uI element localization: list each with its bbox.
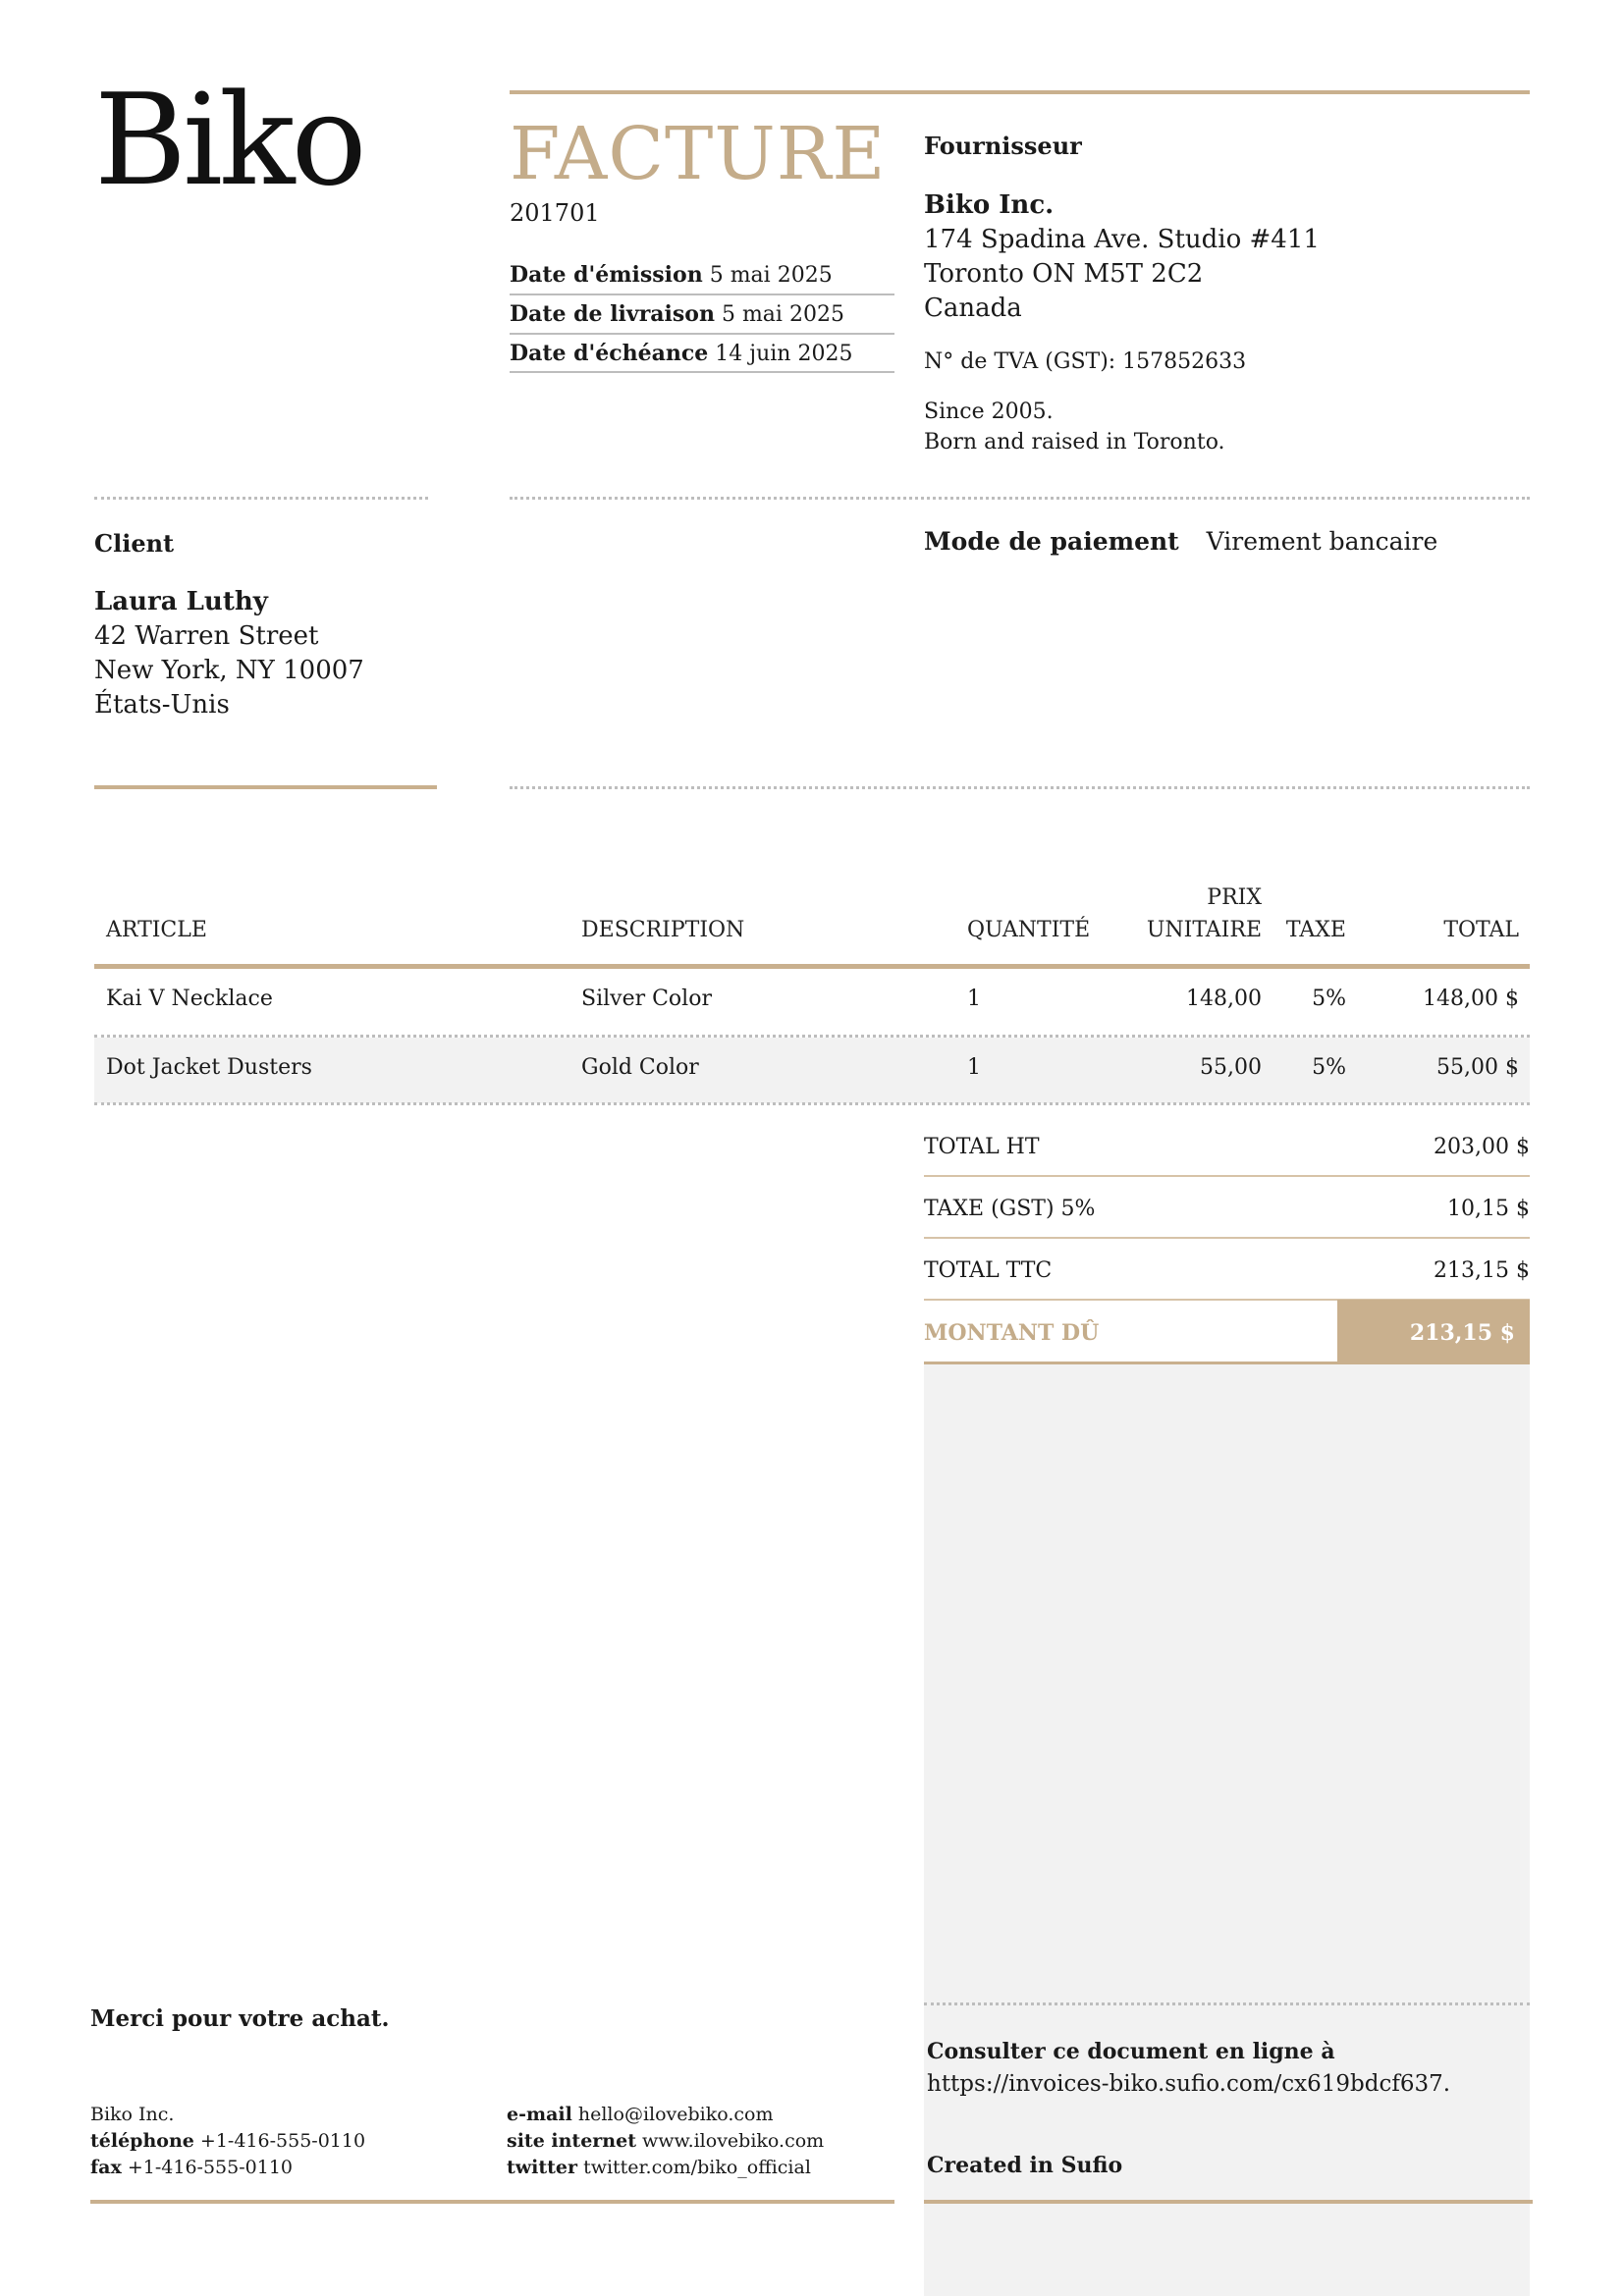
delivery-date-value: 5 mai 2025 (721, 302, 844, 327)
col-header-total: TOTAL (1443, 918, 1519, 942)
email-value[interactable]: hello@ilovebiko.com (577, 2104, 774, 2125)
twitter-value[interactable]: twitter.com/biko_official (583, 2157, 811, 2178)
website-value[interactable]: www.ilovebiko.com (642, 2130, 825, 2152)
section-divider (94, 497, 428, 500)
col-header-tax: TAXE (1285, 918, 1346, 942)
supplier-note (924, 397, 1225, 457)
cell-unit-price: 55,00 (1200, 1055, 1262, 1080)
client-heading: Client (94, 529, 175, 558)
col-header-unit-price: UNITAIRE (1146, 918, 1262, 942)
due-date-label: Date d'échéance (510, 341, 709, 366)
footer-company: Biko Inc. (90, 2104, 175, 2125)
supplier-note-line: Born and raised in Toronto. (924, 430, 1225, 454)
supplier-heading: Fournisseur (924, 132, 1082, 160)
email-label: e-mail (507, 2104, 572, 2125)
phone-value: +1-416-555-0110 (199, 2130, 366, 2152)
cell-tax: 5% (1312, 1055, 1346, 1080)
header-rule (510, 90, 1530, 94)
due-date (510, 343, 894, 365)
cell-quantity: 1 (967, 987, 981, 1011)
footer-online (507, 2102, 824, 2181)
date-divider (510, 371, 894, 373)
payment-method (924, 527, 1437, 556)
date-divider (510, 294, 894, 295)
online-url[interactable]: https://invoices-biko.sufio.com/cx619bdcf637. (927, 2071, 1451, 2097)
subtotal-value: 203,00 $ (1434, 1135, 1530, 1159)
cell-quantity: 1 (967, 1055, 981, 1080)
online-heading-text: Consulter ce document en ligne à (927, 2039, 1335, 2064)
issue-date-value: 5 mai 2025 (709, 263, 833, 288)
client-address-line: 42 Warren Street (94, 621, 319, 651)
client-address-line: États-Unis (94, 690, 230, 720)
cell-article: Kai V Necklace (106, 987, 273, 1011)
cell-total: 148,00 $ (1423, 987, 1519, 1011)
footer-phone (90, 2128, 365, 2155)
client-address-line: New York, NY 10007 (94, 656, 364, 685)
document-title: FACTURE (510, 112, 887, 196)
cell-unit-price: 148,00 (1186, 987, 1262, 1011)
footer-website (507, 2128, 824, 2155)
date-divider (510, 333, 894, 335)
total-value: 213,15 $ (1434, 1258, 1530, 1283)
fax-value: +1-416-555-0110 (127, 2157, 294, 2178)
created-in: Created in Sufio (927, 2153, 1123, 2178)
supplier-address-line: Canada (924, 294, 1022, 323)
payment-label: Mode de paiement (924, 527, 1179, 556)
supplier-block (924, 188, 1513, 326)
section-divider (510, 786, 1530, 789)
supplier-address-line: Toronto ON M5T 2C2 (924, 259, 1204, 289)
panel-divider (924, 2002, 1530, 2005)
footer-twitter (507, 2155, 824, 2181)
summary-divider (924, 1175, 1530, 1177)
payment-value: Virement bancaire (1206, 527, 1438, 556)
issue-date-label: Date d'émission (510, 262, 703, 288)
table-header-rule (94, 964, 1530, 969)
client-block (94, 585, 487, 722)
cell-article: Dot Jacket Dusters (106, 1055, 312, 1080)
client-name: Laura Luthy (94, 587, 268, 616)
col-header-unit-price: PRIX (1207, 885, 1262, 910)
cell-description: Silver Color (581, 987, 712, 1011)
summary-divider (924, 1237, 1530, 1239)
panel-rule (924, 2200, 1533, 2204)
subtotal-label: TOTAL HT (924, 1135, 1040, 1159)
issue-date (510, 264, 894, 287)
tax-value: 10,15 $ (1447, 1197, 1530, 1221)
cell-description: Gold Color (581, 1055, 699, 1080)
footer-email (507, 2102, 824, 2128)
fax-label: fax (90, 2157, 122, 2178)
footer-contact (90, 2102, 365, 2181)
total-label: TOTAL TTC (924, 1258, 1053, 1283)
invoice-number: 201701 (510, 199, 600, 227)
row-divider (94, 1035, 1530, 1038)
phone-label: téléphone (90, 2130, 194, 2152)
twitter-label: twitter (507, 2157, 578, 2178)
footer-rule (90, 2200, 894, 2204)
tax-label: TAXE (GST) 5% (924, 1197, 1096, 1221)
cell-total: 55,00 $ (1436, 1055, 1519, 1080)
supplier-address-line: 174 Spadina Ave. Studio #411 (924, 225, 1320, 254)
website-label: site internet (507, 2130, 636, 2152)
company-logo: Biko (94, 68, 363, 214)
client-rule (94, 785, 437, 789)
delivery-date-label: Date de livraison (510, 301, 715, 327)
footer-fax (90, 2155, 365, 2181)
col-header-article: ARTICLE (106, 918, 207, 942)
supplier-vat: N° de TVA (GST): 157852633 (924, 349, 1247, 374)
col-header-quantity: QUANTITÉ (967, 918, 1091, 942)
cell-tax: 5% (1312, 987, 1346, 1011)
amount-due-value: 213,15 $ (1409, 1320, 1515, 1346)
section-divider (510, 497, 1530, 500)
delivery-date (510, 303, 894, 326)
supplier-note-line: Since 2005. (924, 400, 1054, 424)
supplier-name: Biko Inc. (924, 190, 1055, 220)
due-date-value: 14 juin 2025 (715, 342, 853, 366)
online-heading (927, 2041, 1335, 2063)
row-divider (94, 1102, 1530, 1105)
thank-you-message: Merci pour votre achat. (90, 2005, 390, 2032)
col-header-description: DESCRIPTION (581, 918, 745, 942)
amount-due-label: MONTANT DÛ (924, 1320, 1100, 1346)
